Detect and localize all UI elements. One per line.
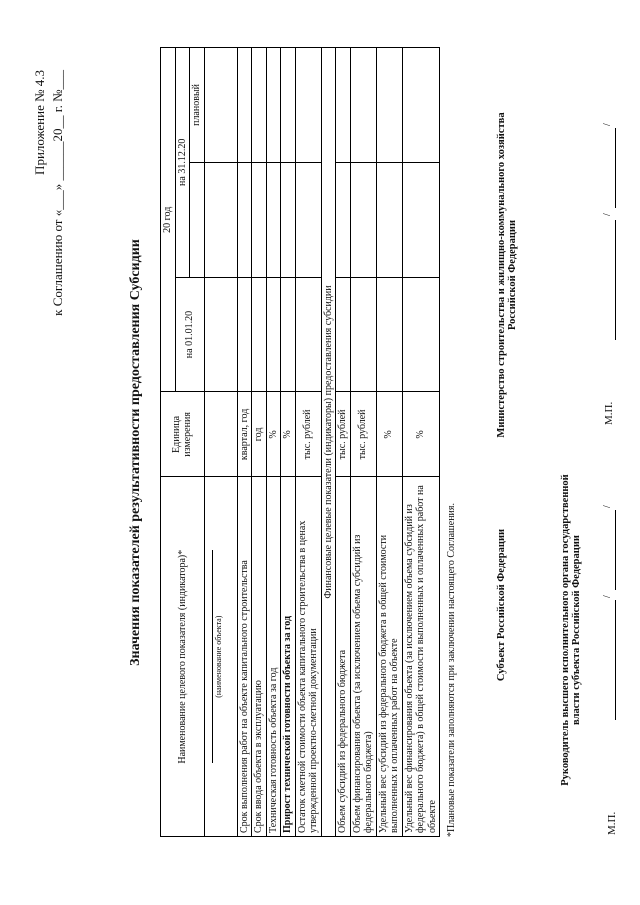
value-cell[interactable] bbox=[402, 162, 440, 277]
table-row bbox=[237, 48, 252, 837]
right-slash: / bbox=[602, 213, 613, 216]
left-slash: / bbox=[602, 595, 613, 598]
indicator-name: Объем субсидий из федерального бюджета bbox=[336, 477, 351, 837]
left-slash-end: / bbox=[602, 505, 613, 508]
indicator-name: Срок ввода объекта в эксплуатацию bbox=[252, 477, 267, 837]
left-party-label: Субъект Российской Федерации bbox=[496, 528, 507, 682]
header-unit: Единица измерения bbox=[161, 392, 205, 477]
table-row bbox=[336, 48, 351, 837]
table-row bbox=[281, 48, 296, 837]
table-row bbox=[402, 48, 440, 837]
value-cell[interactable] bbox=[281, 277, 296, 392]
right-slash-end: / bbox=[602, 123, 613, 126]
value-cell[interactable] bbox=[281, 162, 296, 277]
value-cell[interactable] bbox=[376, 162, 402, 277]
indicator-unit: % bbox=[266, 392, 281, 477]
left-stamp-label: М.П. bbox=[606, 811, 618, 835]
right-stamp-label: М.П. bbox=[603, 401, 615, 425]
header-empty-cell bbox=[190, 162, 205, 277]
header-start-date: на 01.01.20 bbox=[175, 277, 204, 392]
indicator-unit: % bbox=[281, 392, 296, 477]
agreement-reference: к Соглашению от «___» ______20__ г. №___ bbox=[50, 70, 65, 316]
value-cell[interactable] bbox=[336, 277, 351, 392]
right-signature-line bbox=[615, 220, 616, 340]
value-cell[interactable] bbox=[237, 277, 252, 392]
header-indicator-name: Наименование целевого показателя (индикатора)* bbox=[161, 477, 205, 837]
table-row bbox=[252, 48, 267, 837]
value-cell[interactable] bbox=[376, 277, 402, 392]
value-cell[interactable] bbox=[252, 277, 267, 392]
value-cell[interactable] bbox=[252, 48, 267, 163]
value-cell[interactable] bbox=[336, 48, 351, 163]
table-header-row bbox=[161, 48, 176, 837]
object-name-row bbox=[204, 48, 237, 837]
financial-section-row bbox=[321, 48, 336, 837]
object-name-caption: (наименование объекта) bbox=[212, 550, 223, 763]
table-row bbox=[295, 48, 321, 837]
header-plan: плановый bbox=[190, 48, 205, 163]
value-cell[interactable] bbox=[266, 162, 281, 277]
table-row bbox=[266, 48, 281, 837]
value-cell[interactable] bbox=[402, 48, 440, 163]
financial-rows bbox=[336, 48, 440, 837]
left-signature-line bbox=[615, 600, 616, 720]
indicator-unit: квартал, год bbox=[237, 392, 252, 477]
indicator-name: Удельный вес финансирования объекта (за исключением объема субсидий из федерального бюджета) в общей стоимости выполненных и оплаченных работ на объекте bbox=[402, 477, 440, 837]
value-cell[interactable] bbox=[295, 277, 321, 392]
table-row bbox=[350, 48, 376, 837]
value-cell[interactable] bbox=[266, 277, 281, 392]
value-cell[interactable] bbox=[402, 277, 440, 392]
value-cell[interactable] bbox=[295, 48, 321, 163]
indicator-unit: % bbox=[376, 392, 402, 477]
value-cell[interactable] bbox=[281, 48, 296, 163]
value-cell[interactable] bbox=[252, 162, 267, 277]
document-title: Значения показателей результативности предоставления Субсидии bbox=[128, 239, 143, 666]
value-cell[interactable] bbox=[266, 48, 281, 163]
indicator-name: Техническая готовность объекта за год bbox=[266, 477, 281, 837]
right-name-line bbox=[615, 128, 616, 208]
indicator-name: Удельный вес субсидий из федерального бюджета в общей стоимости выполненных и оплаченных работ на объекте bbox=[376, 477, 402, 837]
table-row bbox=[376, 48, 402, 837]
indicator-name: Объем финансирования объекта (за исключением объема субсидий из федерального бюджета) bbox=[350, 477, 376, 837]
indicator-rows bbox=[237, 48, 321, 837]
left-name-line bbox=[615, 510, 616, 590]
indicator-name: Остаток сметной стоимости объекта капитального строительства в ценах утвержденной проектно-сметной документации bbox=[295, 477, 321, 837]
indicator-unit: тыс. рублей bbox=[295, 392, 321, 477]
footnote: *Плановые показатели заполняются при заключении настоящего Соглашения. bbox=[446, 503, 457, 837]
indicator-unit: тыс. рублей bbox=[350, 392, 376, 477]
left-signer-title: Руководитель высшего исполнительного органа государственной власти субъекта Российской Федерации bbox=[560, 474, 582, 786]
value-cell[interactable] bbox=[376, 48, 402, 163]
value-cell[interactable] bbox=[237, 162, 252, 277]
indicator-unit: тыс. рублей bbox=[336, 392, 351, 477]
indicator-unit: год bbox=[252, 392, 267, 477]
right-party-label: Министерство строительства и жилищно-коммунального хозяйства Российской Федерации bbox=[496, 112, 518, 438]
header-end-date: на 31.12.20 bbox=[175, 48, 190, 278]
value-cell[interactable] bbox=[237, 48, 252, 163]
value-cell[interactable] bbox=[350, 277, 376, 392]
indicator-name: Прирост технической готовности объекта за год bbox=[281, 477, 296, 837]
value-cell[interactable] bbox=[336, 162, 351, 277]
appendix-label: Приложение № 4.3 bbox=[32, 70, 47, 175]
indicators-table bbox=[160, 47, 440, 837]
header-year: 20 год bbox=[161, 48, 176, 392]
financial-section-header: Финансовые целевые показатели (индикаторы) предоставления субсидии bbox=[321, 48, 336, 837]
value-cell[interactable] bbox=[350, 162, 376, 277]
value-cell[interactable] bbox=[295, 162, 321, 277]
value-cell[interactable] bbox=[350, 48, 376, 163]
indicator-unit: % bbox=[402, 392, 440, 477]
indicator-name: Срок выполнения работ на объекте капитального строительства bbox=[237, 477, 252, 837]
